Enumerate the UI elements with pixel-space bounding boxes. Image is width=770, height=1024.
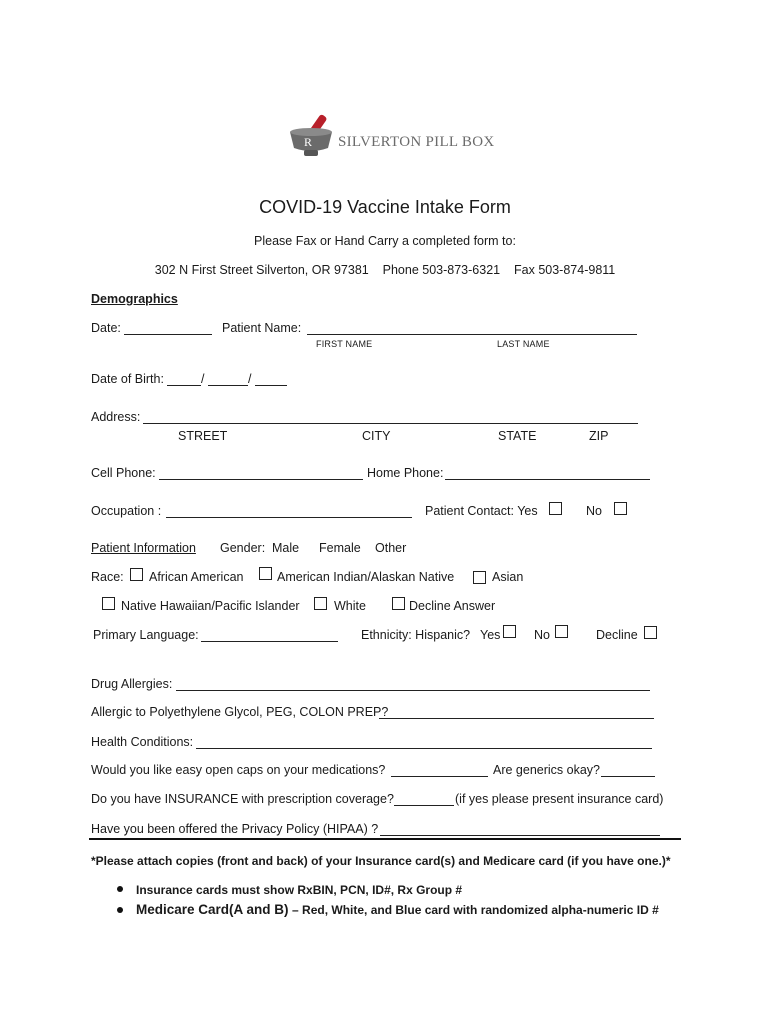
date-field[interactable]	[124, 334, 212, 335]
race-white-label: White	[334, 599, 366, 613]
dob-sep-2: /	[248, 372, 252, 386]
gender-label: Gender:	[220, 541, 266, 555]
contact-no-label: No	[586, 504, 602, 518]
medicare-card-rest: – Red, White, and Blue card with randomized alpha-numeric ID #	[292, 903, 659, 917]
section-divider	[89, 838, 681, 840]
store-fax: Fax 503-874-9811	[514, 263, 616, 277]
ethnicity-yes-label: Yes	[480, 628, 501, 642]
occupation-field[interactable]	[166, 517, 412, 518]
address-field[interactable]	[143, 423, 638, 424]
store-address: 302 N First Street Silverton, OR 97381	[154, 263, 369, 277]
ethnicity-no-checkbox[interactable]	[555, 625, 568, 638]
dob-label: Date of Birth:	[91, 372, 164, 386]
race-asian-checkbox[interactable]	[473, 571, 486, 584]
peg-allergy-field[interactable]	[379, 718, 654, 719]
race-label: Race:	[91, 570, 124, 584]
contact-no-checkbox[interactable]	[614, 502, 627, 515]
drug-allergies-field[interactable]	[176, 690, 650, 691]
cell-phone-field[interactable]	[159, 479, 363, 480]
insurance-card-note: Insurance cards must show RxBIN, PCN, ID#, Rx Group #	[136, 883, 463, 897]
logo	[288, 112, 495, 162]
city-caption: CITY	[362, 429, 391, 443]
health-conditions-field[interactable]	[196, 748, 652, 749]
home-phone-label: Home Phone:	[367, 466, 444, 480]
insurance-note: (if yes please present insurance card)	[455, 792, 664, 806]
store-phone: Phone 503-873-6321	[382, 263, 501, 277]
street-caption: STREET	[178, 429, 228, 443]
easy-caps-label: Would you like easy open caps on your medications?	[91, 763, 386, 777]
race-decline-checkbox[interactable]	[392, 597, 405, 610]
insurance-label: Do you have INSURANCE with prescription coverage?	[91, 792, 394, 806]
generics-label: Are generics okay?	[493, 763, 601, 777]
date-label: Date:	[91, 321, 121, 335]
race-asian-label: Asian	[492, 570, 524, 584]
medicare-card-lead: Medicare Card(A and B)	[136, 902, 289, 917]
race-white-checkbox[interactable]	[314, 597, 327, 610]
drug-allergies-label: Drug Allergies:	[91, 677, 173, 691]
race-decline-label: Decline Answer	[409, 599, 496, 613]
dob-month-field[interactable]	[167, 385, 201, 386]
peg-allergy-label: Allergic to Polyethylene Glycol, PEG, COLON PREP?	[91, 705, 389, 719]
ethnicity-decline-checkbox[interactable]	[644, 626, 657, 639]
address-label: Address:	[91, 410, 141, 424]
logo-mark: R	[304, 135, 313, 149]
demographics-heading: Demographics	[91, 292, 178, 306]
easy-caps-field[interactable]	[391, 776, 488, 777]
zip-caption: ZIP	[589, 429, 609, 443]
generics-field[interactable]	[601, 776, 655, 777]
race-african-american-label: African American	[149, 570, 244, 584]
contact-line	[0, 263, 770, 277]
gender-other[interactable]: Other	[375, 541, 407, 555]
gender-female[interactable]: Female	[319, 541, 361, 555]
state-caption: STATE	[498, 429, 537, 443]
gender-male[interactable]: Male	[272, 541, 300, 555]
bullet-medicare	[117, 907, 123, 913]
medicare-card-note	[136, 902, 659, 917]
dob-day-field[interactable]	[208, 385, 248, 386]
first-name-caption: FIRST NAME	[316, 339, 373, 349]
privacy-policy-field[interactable]	[380, 835, 660, 836]
health-conditions-label: Health Conditions:	[91, 735, 194, 749]
race-american-indian-checkbox[interactable]	[259, 567, 272, 580]
patient-contact-label: Patient Contact: Yes	[425, 504, 538, 518]
last-name-caption: LAST NAME	[497, 339, 550, 349]
contact-yes-checkbox[interactable]	[549, 502, 562, 515]
patient-name-label: Patient Name:	[222, 321, 302, 335]
home-phone-field[interactable]	[445, 479, 650, 480]
bullet-insurance	[117, 886, 123, 892]
dob-year-field[interactable]	[255, 385, 287, 386]
race-native-hawaiian-checkbox[interactable]	[102, 597, 115, 610]
patient-info-heading: Patient Information	[91, 541, 196, 555]
cell-phone-label: Cell Phone:	[91, 466, 156, 480]
attach-note: *Please attach copies (front and back) of your Insurance card(s) and Medicare card (if you have one.)*	[91, 854, 671, 868]
patient-name-field[interactable]	[307, 334, 637, 335]
ethnicity-label: Ethnicity: Hispanic?	[361, 628, 471, 642]
privacy-policy-label: Have you been offered the Privacy Policy (HIPAA) ?	[91, 822, 379, 836]
primary-language-label: Primary Language:	[93, 628, 199, 642]
page-title: COVID-19 Vaccine Intake Form	[259, 197, 511, 217]
ethnicity-no-label: No	[534, 628, 550, 642]
dob-sep-1: /	[201, 372, 205, 386]
race-african-american-checkbox[interactable]	[130, 568, 143, 581]
race-native-hawaiian-label: Native Hawaiian/Pacific Islander	[121, 599, 300, 613]
logo-text: SILVERTON PILL BOX	[338, 134, 495, 150]
ethnicity-yes-checkbox[interactable]	[503, 625, 516, 638]
primary-language-field[interactable]	[201, 641, 338, 642]
race-american-indian-label: American Indian/Alaskan Native	[277, 570, 455, 584]
insurance-field[interactable]	[394, 805, 454, 806]
occupation-label: Occupation :	[91, 504, 162, 518]
ethnicity-decline-label: Decline	[596, 628, 638, 642]
subtitle: Please Fax or Hand Carry a completed form to:	[254, 234, 516, 248]
